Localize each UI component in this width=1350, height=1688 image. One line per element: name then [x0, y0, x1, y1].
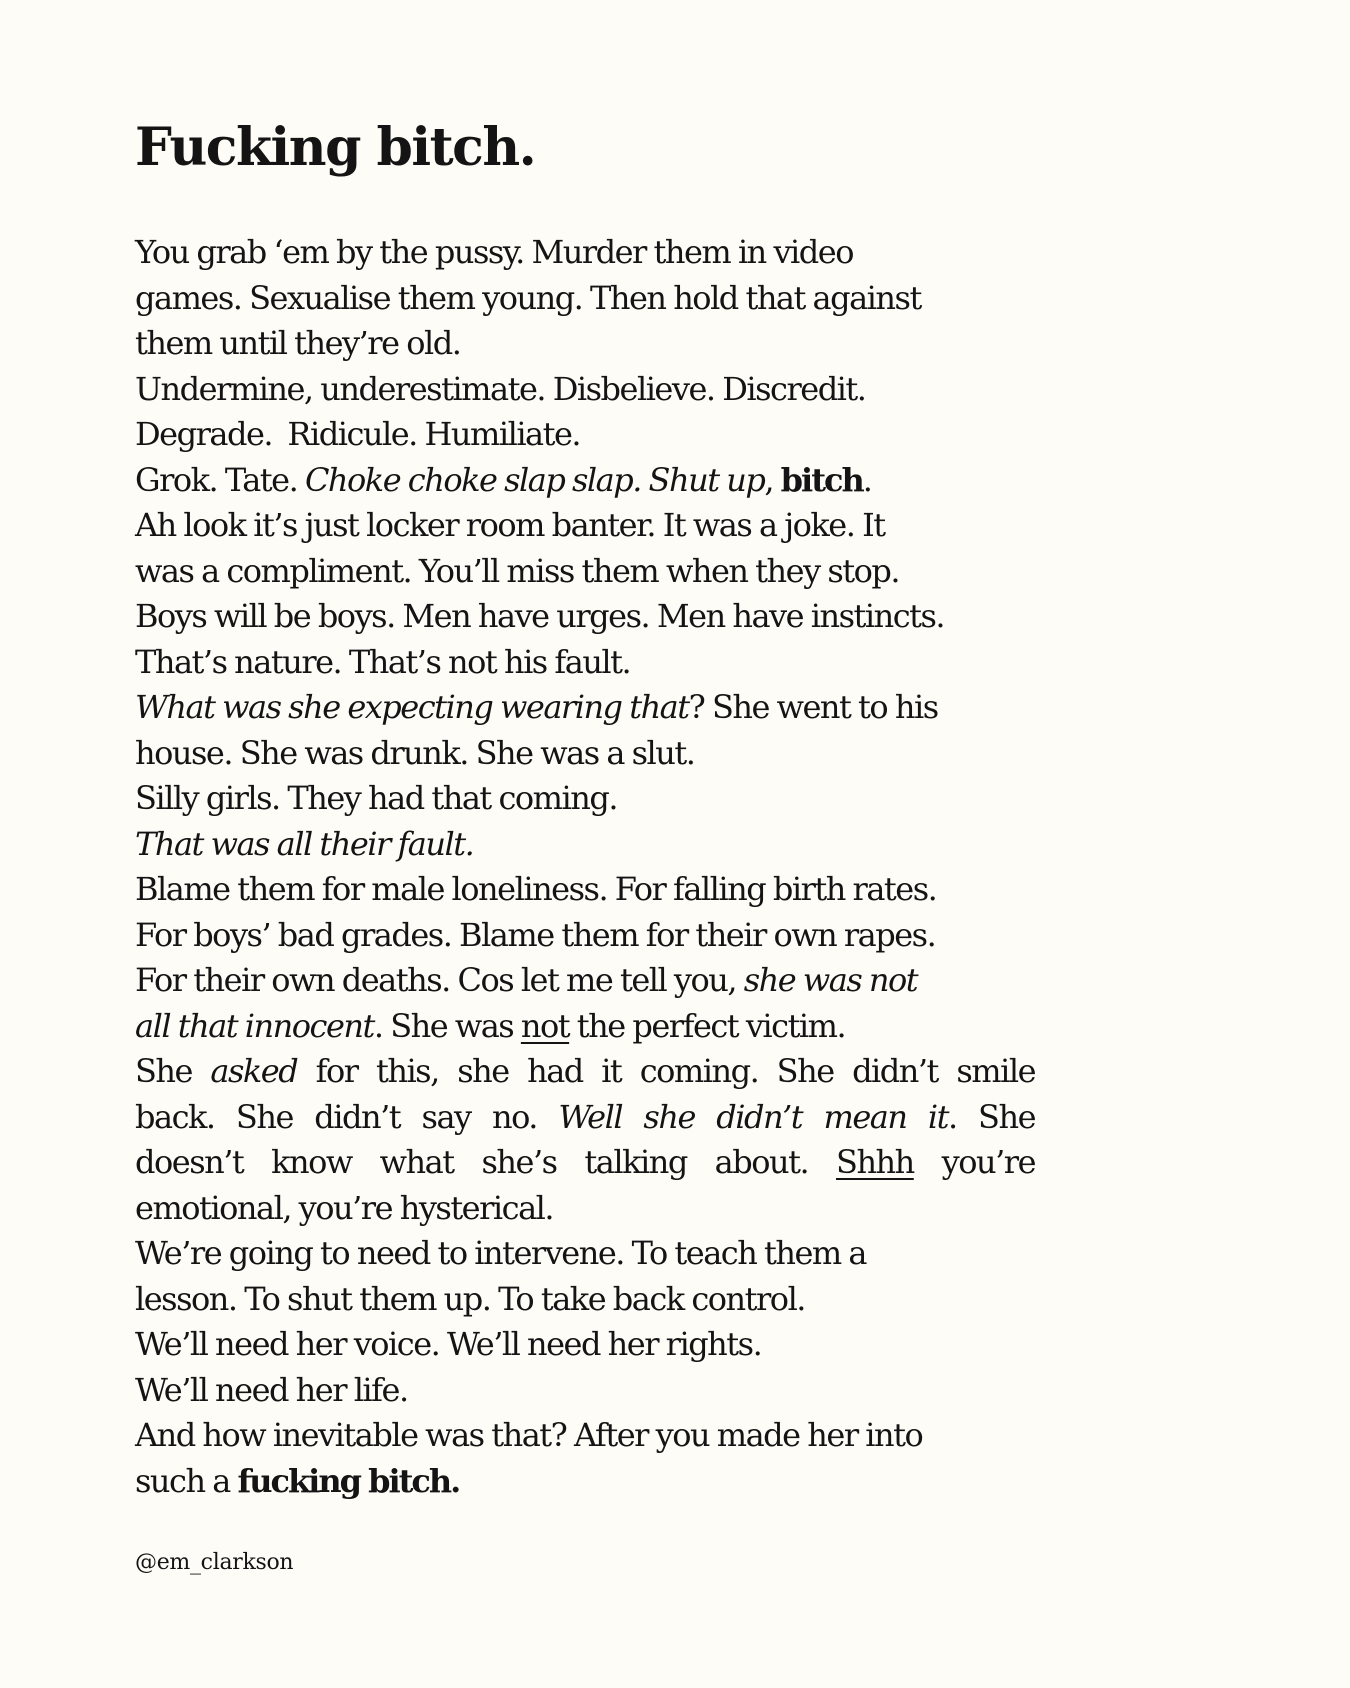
poem-line [135, 1140, 1035, 1186]
poem-line [135, 1459, 1045, 1505]
line-text: Grok. Tate. [135, 460, 305, 499]
line-text: back. She didn’t say no. [135, 1097, 559, 1136]
poem-body [135, 230, 1045, 1504]
poem-line [135, 1186, 1045, 1232]
line-text: you’re [913, 1143, 1035, 1181]
line-text: That’s nature. That’s not his fault. [135, 642, 631, 681]
poem-line [135, 776, 1045, 822]
line-text: ? She went to his [688, 688, 938, 726]
line-text: For boys’ bad grades. Blame them for their own rapes. [135, 915, 936, 954]
poem-line [135, 822, 1045, 868]
poem-line [135, 412, 1045, 458]
poem-line [135, 1368, 1045, 1414]
poem-line [135, 458, 1045, 504]
underlined-text: not [520, 1006, 570, 1045]
line-text: We’ll need her life. [135, 1370, 408, 1409]
line-text: Boys will be boys. Men have urges. Men have instincts. [135, 597, 945, 635]
italic-text: Choke choke slap slap. Shut up [304, 460, 765, 499]
line-text: We’ll need her voice. We’ll need her rights. [135, 1325, 762, 1363]
line-text: them until they’re old. [135, 324, 461, 362]
line-text: for this, she had it coming. She didn’t smile [297, 1052, 1036, 1090]
poem-line [135, 503, 1045, 549]
bold-text: bitch [780, 460, 863, 499]
line-text: . [862, 460, 872, 499]
line-text: . She was [373, 1006, 521, 1045]
line-text: Undermine, underestimate. Disbelieve. Discredit. [135, 369, 866, 408]
line-text: lesson. To shut them up. To take back control. [135, 1279, 805, 1318]
line-text: And how inevitable was that? After you made her into [135, 1416, 923, 1454]
poem-line [135, 367, 1045, 413]
bold-text: fucking bitch. [237, 1461, 460, 1500]
poem-line [135, 321, 1045, 367]
poem-line [135, 1095, 1035, 1141]
poem-line [135, 1413, 1045, 1459]
line-text: . She [947, 1097, 1036, 1136]
line-text: Silly girls. They had that coming. [135, 779, 617, 817]
line-text: doesn’t know what she’s talking about. [135, 1143, 837, 1181]
italic-text: That was all their fault. [135, 824, 474, 863]
poem-line [135, 594, 1045, 640]
line-text: Ah look it’s just locker room banter. It was a joke. It [135, 506, 885, 544]
italic-text: What was she expecting wearing that [135, 688, 689, 726]
italic-text: she was not [743, 961, 918, 999]
poem-line [135, 731, 1045, 777]
poem-line [135, 1231, 1045, 1277]
line-text: She [135, 1052, 211, 1090]
line-text: the perfect victim. [569, 1006, 846, 1045]
line-text: Blame them for male loneliness. For falling birth rates. [135, 870, 937, 908]
line-text: Degrade. Ridicule. Humiliate. [135, 415, 581, 453]
poem-title: Fucking bitch. [135, 117, 536, 178]
italic-text: all that innocent [135, 1006, 374, 1045]
poem-line [135, 1277, 1045, 1323]
line-text: house. She was drunk. She was a slut. [135, 733, 695, 772]
poem-line [135, 867, 1045, 913]
line-text: such a [135, 1461, 238, 1500]
line-text: was a compliment. You’ll miss them when they stop. [135, 551, 900, 590]
poem-line [135, 958, 1045, 1004]
poem-line [135, 276, 1045, 322]
line-text: For their own deaths. Cos let me tell you, [135, 961, 744, 999]
poem-line [135, 1322, 1045, 1368]
italic-text: Well she didn’t mean it [558, 1097, 948, 1136]
line-text: games. Sexualise them young. Then hold that against [135, 278, 921, 317]
line-text: We’re going to need to intervene. To teach them a [135, 1234, 866, 1272]
poem-line [135, 1004, 1045, 1050]
line-text: emotional, you’re hysterical. [135, 1188, 554, 1227]
poem-line [135, 640, 1045, 686]
line-text: You grab ‘em by the pussy. Murder them in video [135, 233, 853, 271]
poem-line [135, 549, 1045, 595]
poem-line [135, 685, 1045, 731]
underlined-text: Shhh [836, 1143, 914, 1181]
poem-line [135, 1049, 1035, 1095]
poem-line [135, 230, 1045, 276]
line-text: , [764, 460, 781, 499]
italic-text: asked [210, 1052, 298, 1090]
author-handle: @em_clarkson [135, 1550, 294, 1575]
poem-line [135, 913, 1045, 959]
